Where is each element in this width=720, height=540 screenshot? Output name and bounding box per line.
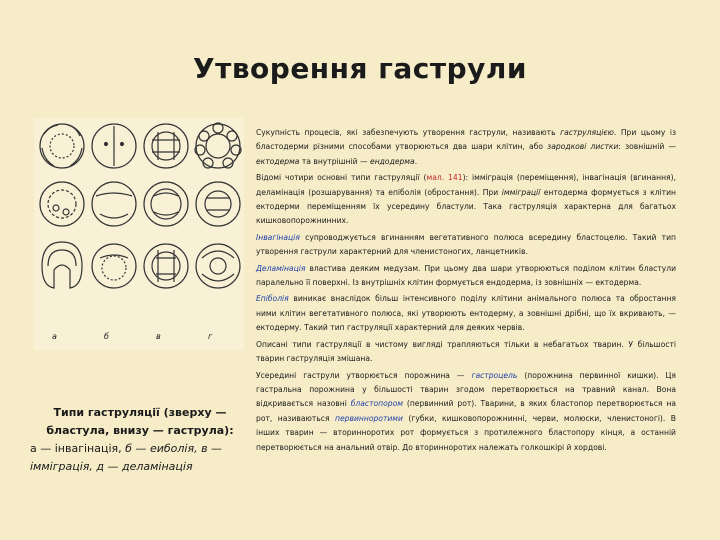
caption-body: а — інвагінація, б — еиболія, в — імміграція, д — деламінація xyxy=(30,442,223,473)
figure-label-d: г xyxy=(208,332,213,341)
paragraph-1: Сукупність процесів, які забезпечують утворення гаструли, називають гаструляцією. При цьому із бластодерми різними способами утворюються два шари клітин, або зародкові листки: зовнішній — ектодерма та внутрішній — ендодерма. xyxy=(256,128,676,166)
stage2-b xyxy=(92,182,136,226)
paragraph-4: Деламінація властива деяким медузам. При цьому два шари утворюються поділом клітин бластули паралельно її поверхні. Із внутрішніх клітин формується ендодерма, із зовнішніх — ектодерма. xyxy=(256,263,676,288)
body-text xyxy=(256,126,676,457)
slide-title: Утворення гаструли xyxy=(193,52,527,85)
figure-label-c: в xyxy=(156,332,161,341)
figure-caption xyxy=(30,404,250,476)
gastrulation-drawings xyxy=(34,118,244,350)
blastula-d xyxy=(195,123,241,168)
blastula-a xyxy=(40,124,84,168)
gastrulation-figure xyxy=(34,118,244,350)
paragraph-3: Інвагінація супроводжується вгинанням вегетативного полюса всередину бластоцелю. Такий тип утворення гаструли характерний для членистоногих, ланцетників. xyxy=(256,232,676,257)
figure-label-a: а xyxy=(52,332,57,341)
paragraph-2: Відомі чотири основні типи гаструляції (мал. 141): імміграція (переміщення), інвагінація (вгинання), деламінація (розшарування) та епіболія (обростання). При імміграції ентодерма формується з клітин ектодерми переміщенням їх усередину бластули. Така гаструляція характерна для багатьох кишковопорожнинних. xyxy=(256,173,677,226)
blastula-c xyxy=(144,124,188,168)
gastrula-b xyxy=(92,244,136,288)
gastrula-d xyxy=(196,244,240,288)
paragraph-6: Описані типи гаструляції в чистому вигляді трапляються тільки в небагатьох тварин. У більшості тварин гаструляція змішана. xyxy=(256,339,676,364)
caption-title: Типи гаструляції (зверху — бластула, внизу — гаструла): xyxy=(46,406,234,437)
blastula-b xyxy=(92,124,136,168)
paragraph-7: Усередині гаструли утворюється порожнина — гастроцель (порожнина первинної кишки). Ця гастральна порожнина у більшості тварин згодом перетворюється на травний канал. Вона відкривається назовні бластопором (первинний рот). Тварини, в яких бластопор перетворюється на рот, називаються первинноротими (губки, кишковопорожнинні, черви, молюски, членистоногі). В інших тварин — вторинноротих рот формується з протилежного бластопору кінця, а останній перетворюється на анальний отвір. До вторинноротих належать голкошкірі й хордові. xyxy=(256,370,676,452)
figure-label-b: б xyxy=(104,332,109,341)
stage2-a xyxy=(40,182,84,226)
paragraph-5: Епіболія виникає внаслідок більш інтенсивного поділу клітини анімального полюса та обростання ними клітин вегетативного полюса, які утворюють ентодерму, а зовнішні дрібні, що їх вкривають, — ектодерму. Такий тип гаструляції характерний для деяких червів. xyxy=(256,294,676,333)
stage2-c xyxy=(144,182,188,226)
gastrula-c xyxy=(144,244,188,288)
gastrula-a xyxy=(42,242,82,288)
stage2-d xyxy=(196,182,240,226)
